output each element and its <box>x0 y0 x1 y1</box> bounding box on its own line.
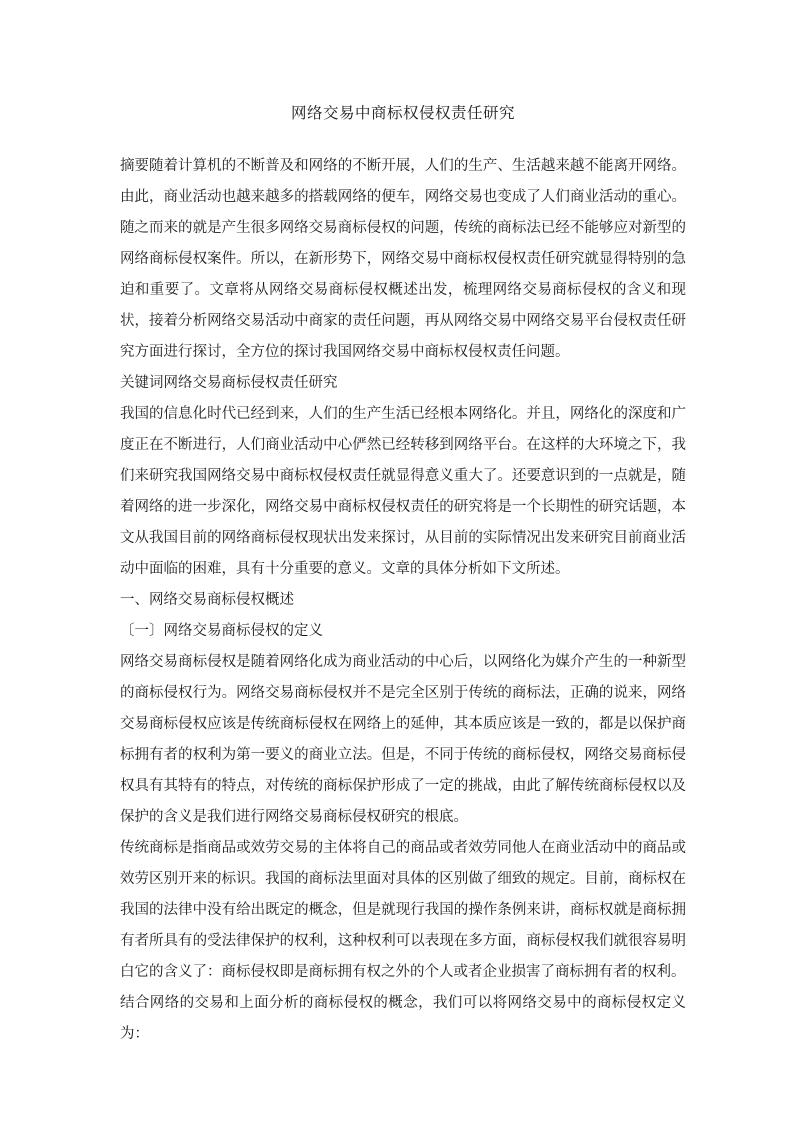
document-title: 网络交易中商标权侵权责任研究 <box>290 104 515 122</box>
keywords-line: 关键词网络交易商标侵权责任研究 <box>120 375 338 391</box>
traditional-trademark-paragraph: 传统商标是指商品或效劳交易的主体将自己的商品或者效劳同他人在商业活动中的商品或效劳区别开来的标识。我国的商标法里面对具体的区别做了细致的规定。目前，商标权在我国的法律中没有给出既定的概念，但是就现行我国的操作条例来讲，商标权就是商标拥有者所具有的受法律保护的权利，这种权利可以表现在多方面，商标侵权我们就很容易明白它的含义了：商标侵权即是商标拥有权之外的个人或者企业损害了商标拥有者的权利。 <box>120 840 686 980</box>
subsection-heading: 〔一〕网络交易商标侵权的定义 <box>120 623 323 639</box>
section-heading: 一、网络交易商标侵权概述 <box>120 592 294 608</box>
intro-paragraph: 我国的信息化时代已经到来，人们的生产生活已经根本网络化。并且，网络化的深度和广度正在不断进行，人们商业活动中心俨然已经转移到网络平台。在这样的大环境之下，我们来研究我国网络交易中商标权侵权责任就显得意义重大了。还要意识到的一点就是，随着网络的进一步深化，网络交易中商标权侵权责任的研究将是一个长期性的研究话题，本文从我国目前的网络商标侵权现状出发来探讨，从目前的实际情况出发来研究目前商业活动中面临的困难，具有十分重要的意义。文章的具体分析如下文所述。 <box>120 406 686 577</box>
definition-paragraph: 网络交易商标侵权是随着网络化成为商业活动的中心后，以网络化为媒介产生的一种新型的商标侵权行为。网络交易商标侵权并不是完全区别于传统的商标法，正确的说来，网络交易商标侵权应该是传统商标侵权在网络上的延伸，其本质应该是一致的，都是以保护商标拥有者的权利为第一要义的商业立法。但是，不同于传统的商标侵权，网络交易商标侵权具有其特有的特点，对传统的商标保护形成了一定的挑战，由此了解传统商标侵权以及保护的含义是我们进行网络交易商标侵权研究的根底。 <box>120 654 686 825</box>
document-page <box>120 100 686 1050</box>
abstract-paragraph: 摘要随着计算机的不断普及和网络的不断开展，人们的生产、生活越来越不能离开网络。由此，商业活动也越来越多的搭载网络的便车，网络交易也变成了人们商业活动的重心。随之而来的就是产生很多网络交易商标侵权的问题，传统的商标法已经不能够应对新型的网络商标侵权案件。所以，在新形势下，网络交易中商标权侵权责任研究就显得特别的急迫和重要了。文章将从网络交易商标侵权概述出发，梳理网络交易商标侵权的含义和现状，接着分析网络交易活动中商家的责任问题，再从网络交易中网络交易平台侵权责任研究方面进行探讨，全方位的探讨我国网络交易中商标权侵权责任问题。 <box>120 158 686 360</box>
combined-definition-paragraph: 结合网络的交易和上面分析的商标侵权的概念，我们可以将网络交易中的商标侵权定义为： <box>120 995 686 1042</box>
